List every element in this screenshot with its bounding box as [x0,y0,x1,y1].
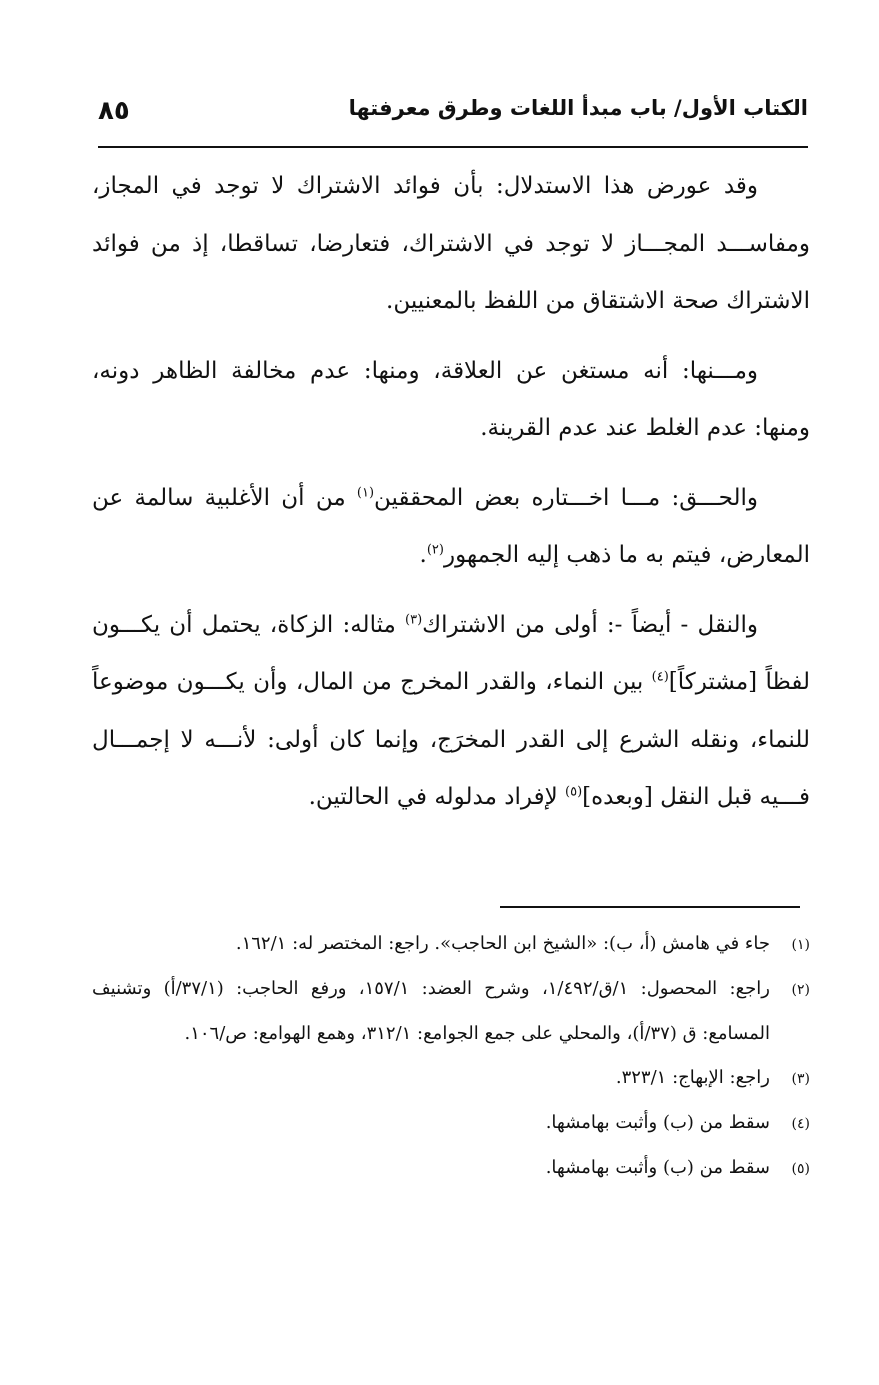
footnote-4 [92,1101,810,1146]
paragraph-3-text-a: والحـــق: مـــا اخـــتاره بعض المحققين [374,484,758,511]
footnotes [92,922,810,1191]
footnote-text: راجع: المحصول: ١/ق/١/٤٩٢، وشرح العضد: ١٥٧/١، ورفع الحاجب: (٣٧/١/أ) وتشنيف المسامع: ق (٣٧/أ)، والمحلي على جمع الجوامع: ٣١٢/١، وهمع الهوامع: ص/١٠٦. [92,978,770,1044]
footnote-number: (٣) [791,1071,810,1087]
footnote-number: (١) [791,937,810,953]
page-header [98,92,808,142]
footnote-number: (٢) [791,982,810,998]
footnote-text: سقط من (ب) وأثبت بهامشها. [545,1112,770,1133]
footnote-rule [500,906,800,908]
paragraph-4-text-b: مثاله: الزكاة، يحتمل أن يكـــون لفظاً [مشتركاً] [92,611,811,695]
paragraph-4-text-c: بين النماء، والقدر المخرج من المال، وأن يكـــون موضوعاً للنماء، ونقله الشرع إلى القدر المخرَج، وإنما كان أولى: لأنـــه لا إجمـــال فـــيه قبل النقل [وبعده] [92,669,810,810]
paragraph-3 [92,470,810,585]
footnote-3 [92,1056,810,1101]
footnote-number: (٥) [791,1161,810,1177]
running-title: الكتاب الأول/ باب مبدأ اللغات وطرق معرفتها [348,96,808,120]
paragraph-2: ومـــنها: أنه مستغن عن العلاقة، ومنها: عدم مخالفة الظاهر دونه، ومنها: عدم الغلط عند عدم القرينة. [92,357,810,441]
header-rule [98,146,808,148]
footnote-text: راجع: الإبهاج: ٣٢٣/١. [615,1067,770,1088]
footnote-ref-1: (١) [356,484,375,500]
footnote-number: (٤) [791,1116,810,1132]
footnote-5 [92,1146,810,1191]
paragraph-4-text-d: لإفراد مدلوله في الحالتين. [308,784,566,810]
main-text [92,158,810,827]
footnote-2 [92,967,810,1056]
footnote-text: سقط من (ب) وأثبت بهامشها. [545,1157,770,1178]
paragraph-4-text-a: والنقل - أيضاً -: أولى من الاشتراك [422,611,758,638]
footnote-text: جاء في هامش (أ، ب): «الشيخ ابن الحاجب». راجع: المختصر له: ١٦٢/١. [235,933,770,954]
footnote-ref-2: (٢) [426,542,444,558]
paragraph-3-text-c: . [419,542,427,568]
paragraph-4 [92,597,810,827]
page-number: ٨٥ [98,96,130,126]
footnote-ref-3: (٣) [405,611,423,627]
paragraph-3-text-b: من أن الأغلبية سالمة عن المعارض، فيتم به ما ذهب إليه الجمهور [92,484,810,568]
footnote-ref-4: (٤) [651,669,669,685]
paragraph-1: وقد عورض هذا الاستدلال: بأن فوائد الاشتراك لا توجد في المجاز، ومفاســـد المجـــاز لا توجد في الاشتراك، فتعارضا، تساقطا، إذ من فوائد الاشتراك صحة الاشتقاق من اللفظ بالمعنيين. [92,173,810,314]
footnote-ref-5: (٥) [565,784,583,800]
footnote-1 [92,922,810,967]
